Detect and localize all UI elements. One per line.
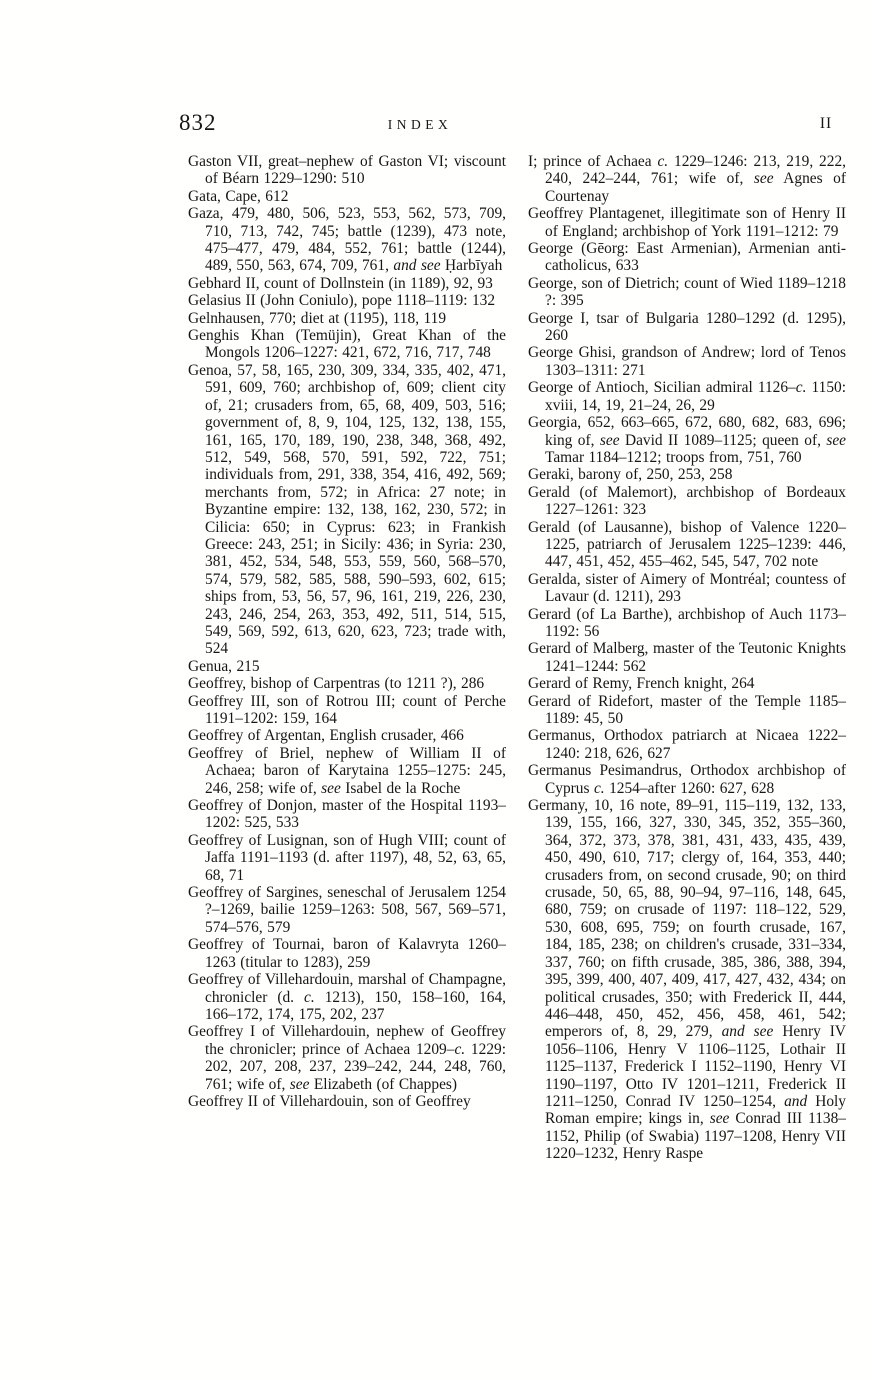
index-entry-italic-text: and see bbox=[393, 257, 441, 275]
index-entry-text: Geoffrey of Donjon, master of the Hospital 1193–1202: 525, 533 bbox=[188, 797, 506, 832]
index-entry-italic-text: see bbox=[599, 431, 620, 449]
index-entry bbox=[188, 362, 506, 658]
index-entry-text: 1254–after 1260: 627, 628 bbox=[604, 779, 775, 797]
index-entry-text: George I, tsar of Bulgaria 1280–1292 (d. 1295), 260 bbox=[528, 309, 846, 345]
index-entry-italic-text: see bbox=[289, 1075, 310, 1093]
index-entry-text: Conrad III 1138–1152, Philip (of Swabia) 1197–1208, Henry VII 1220–1232, Henry Raspe bbox=[545, 1110, 846, 1163]
index-entry-text: Gata, Cape, 612 bbox=[188, 187, 289, 205]
index-entry-text: Geoffrey I of Villehardouin, nephew of Geoffrey the chronicler; prince of Achaea 1209– bbox=[188, 1023, 506, 1058]
index-entry-text: Geoffrey, bishop of Carpentras (to 1211 ?), 286 bbox=[188, 675, 485, 693]
index-entry bbox=[528, 675, 846, 692]
index-entry bbox=[188, 292, 506, 309]
index-entry bbox=[528, 693, 846, 728]
index-entry-text: Tamar 1184–1212; troops from, 751, 760 bbox=[545, 448, 802, 466]
index-entry bbox=[528, 275, 846, 310]
index-entry bbox=[188, 153, 506, 188]
index-entry-text: Gaston VII, great–nephew of Gaston VI; viscount of Béarn 1229–1290: 510 bbox=[188, 153, 506, 188]
index-entry bbox=[528, 240, 846, 275]
index-entry bbox=[528, 466, 846, 483]
index-entry-italic-text: c. bbox=[795, 379, 807, 397]
index-entry bbox=[528, 153, 846, 205]
index-entry bbox=[188, 188, 506, 205]
index-entry-italic-text: see bbox=[709, 1110, 730, 1128]
index-entry bbox=[188, 205, 506, 275]
index-entry-text: Henry IV 1056–1106, Henry V 1106–1125, Lothair II 1125–1137, Frederick I 1152–1190, Henry VI 1190–1197, Otto IV 1201–1211, Frederick II 1211–1250, Conrad IV 1250–1254, bbox=[545, 1023, 847, 1110]
index-entry-text: Gerard of Ridefort, master of the Temple 1185–1189: 45, 50 bbox=[528, 692, 846, 727]
index-entry-text: George (Gēorg: East Armenian), Armenian anti-catholicus, 633 bbox=[528, 240, 846, 275]
index-entry-text: Gerard of Remy, French knight, 264 bbox=[528, 675, 755, 693]
index-entry bbox=[188, 675, 506, 692]
index-entry-text: Holy Roman empire; kings in, bbox=[545, 1092, 846, 1128]
index-entry bbox=[528, 571, 846, 606]
index-entry-text: 1213), 150, 158–160, 164, 166–172, 174, 175, 202, 237 bbox=[205, 988, 506, 1023]
index-entry-text: Gaza, 479, 480, 506, 523, 553, 562, 573, 709, 710, 713, 742, 745; battle (1239), 473 note, 475–477, 479, 484, 552, 761; battle (1244), 489, 550, 563, 674, 709, 761, bbox=[188, 205, 506, 275]
index-entry bbox=[188, 936, 506, 971]
index-entry bbox=[528, 519, 846, 571]
index-entry bbox=[188, 310, 506, 327]
index-entry bbox=[188, 832, 506, 884]
index-entry-text: Geralda, sister of Aimery of Montréal; countess of Lavaur (d. 1211), 293 bbox=[528, 570, 846, 606]
index-entry-italic-text: c. bbox=[593, 779, 605, 797]
index-entry bbox=[188, 693, 506, 728]
index-entry-text: Gerard (of La Barthe), archbishop of Auch 1173–1192: 56 bbox=[528, 605, 846, 640]
index-entry-text: Geoffrey of Villehardouin, marshal of Champagne, chronicler (d. bbox=[188, 971, 506, 1006]
index-entry-text: Elizabeth (of Chappes) bbox=[309, 1075, 458, 1093]
index-entry bbox=[188, 1093, 506, 1110]
index-entry-italic-text: and see bbox=[721, 1023, 774, 1041]
index-entry-text: Ḥarbīyah bbox=[440, 257, 503, 275]
index-entry-text: Germany, 10, 16 note, 89–91, 115–119, 132, 133, 139, 155, 166, 327, 330, 345, 352, 355–360, 364, 372, 373, 378, 381, 431, 433, 435, 439, 450, 490, 610, 717; clergy of, 164, 353, 440; crusaders from, on second crusade, 90; on third crusade, 50, 65, 88, 90–94, 97–116, 148, 645, 680, 759; on crusade of 1197: 118–122, 529, 530, 608, 695, 759; on fourth crusade, 167, 184, 185, 238; on children's crusade, 331–334, 337, 760; on fifth crusade, 385, 386, 388, 394, 395, 399, 400, 407, 409, 417, 427, 432, 434; on political crusades, 350; with Frederick II, 444, 446–448, 450, 452, 456, 458, 461, 542; emperors of, 8, 29, 279, bbox=[528, 797, 846, 1041]
index-entry-text: George, son of Dietrich; count of Wied 1189–1218 ?: 395 bbox=[528, 274, 846, 310]
index-entry-text: Geoffrey of Tournai, baron of Kalavryta 1260–1263 (titular to 1283), 259 bbox=[188, 936, 506, 971]
index-entry-text: George Ghisi, grandson of Andrew; lord of Tenos 1303–1311: 271 bbox=[528, 344, 846, 379]
page-title: INDEX bbox=[387, 117, 453, 132]
index-entry bbox=[528, 344, 846, 379]
index-entry-text: 1229: 202, 207, 208, 237, 239–242, 244, 248, 760, 761; wife of, bbox=[205, 1040, 506, 1093]
index-entry-text: Gelasius II (John Coniulo), pope 1118–1119: 132 bbox=[188, 292, 496, 310]
index-entry bbox=[188, 745, 506, 797]
index-entry-text: 1229–1246: 213, 219, 222, 240, 242–244, 761; wife of, bbox=[545, 153, 846, 188]
index-entry-text: Gerald (of Malemort), archbishop of Bordeaux 1227–1261: 323 bbox=[528, 483, 846, 519]
index-entry-text: Geoffrey of Lusignan, son of Hugh VIII; count of Jaffa 1191–1193 (d. after 1197), 48, 52, 63, 65, 68, 71 bbox=[188, 831, 506, 884]
index-entry bbox=[188, 797, 506, 832]
index-entry-italic-text: c. bbox=[454, 1040, 466, 1058]
index-entry bbox=[188, 971, 506, 1023]
index-entry bbox=[528, 727, 846, 762]
index-entry-italic-text: c. bbox=[304, 988, 315, 1006]
index-entry-italic-text: and bbox=[784, 1092, 808, 1110]
index-entry-text: Georgia, 652, 663–665, 672, 680, 682, 683, 696; king of, bbox=[528, 414, 846, 449]
index-entry-italic-text: see bbox=[321, 779, 341, 797]
index-entry bbox=[528, 484, 846, 519]
index-entry bbox=[188, 327, 506, 362]
index-entry bbox=[528, 797, 846, 1163]
index-entry-text: Agnes of Courtenay bbox=[545, 170, 846, 205]
index-entry-text: Germanus, Orthodox patriarch at Nicaea 1222–1240: 218, 626, 627 bbox=[528, 727, 846, 762]
index-entry-text: George of Antioch, Sicilian admiral 1126– bbox=[528, 379, 796, 397]
index-entry bbox=[188, 727, 506, 744]
index-entry-text: Genoa, 57, 58, 165, 230, 309, 334, 335, 402, 471, 591, 609, 760; archbishop of, 609; client city of, 21; crusaders from, 65, 68, 409, 503, 516; government of, 8, 9, 104, 125, 132, 138, 155, 161, 165, 170, 189, 190, 238, 348, 368, 492, 512, 549, 568, 570, 591, 592, 722, 751; individuals from, 291, 338, 354, 416, 492, 569; merchants from, 572; in Africa: 27 note; in Byzantine empire: 132, 138, 162, 230, 572; in Cilicia: 650; in Cyprus: 623; in Frankish Greece: 243, 251; in Sicily: 436; in Syria: 230, 381, 452, 534, 548, 553, 559, 560, 568–570, 574, 579, 582, 585, 588, 590–593, 602, 615; ships from, 53, 56, 57, 96, 161, 219, 226, 230, 243, 246, 254, 263, 353, 492, 511, 514, 515, 549, 569, 592, 613, 620, 623, 723; trade with, 524 bbox=[188, 361, 506, 658]
index-entry bbox=[188, 658, 506, 675]
index-entry bbox=[528, 310, 846, 345]
index-column-left bbox=[188, 153, 506, 1110]
index-entry-text: Genghis Khan (Temüjin), Great Khan of the Mongols 1206–1227: 421, 672, 716, 717, 748 bbox=[188, 327, 506, 362]
index-entry-text: Geoffrey Plantagenet, illegitimate son of Henry II of England; archbishop of York 1191–1212: 79 bbox=[528, 205, 846, 240]
index-entry-italic-text: see bbox=[753, 170, 774, 188]
volume-number: II bbox=[819, 115, 833, 132]
index-entry bbox=[528, 606, 846, 641]
index-entry-text: Isabel de la Roche bbox=[340, 779, 461, 797]
index-entry-text: Germanus Pesimandrus, Orthodox archbishop of Cyprus bbox=[528, 762, 846, 797]
index-entry bbox=[528, 640, 846, 675]
index-entry bbox=[528, 762, 846, 797]
index-entry-text: Geoffrey III, son of Rotrou III; count of Perche 1191–1202: 159, 164 bbox=[188, 692, 506, 727]
index-entry-text: Geoffrey of Briel, nephew of William II of Achaea; baron of Karytaina 1255–1275: 245, 246, 258; wife of, bbox=[188, 744, 506, 797]
index-entry bbox=[528, 414, 846, 466]
index-entry-italic-text: see bbox=[826, 431, 846, 449]
index-entry-italic-text: c. bbox=[657, 153, 669, 170]
index-column-right bbox=[528, 153, 846, 1163]
index-entry-text: Geraki, barony of, 250, 253, 258 bbox=[528, 466, 733, 484]
index-entry-text: 1150: xviii, 14, 19, 21–24, 26, 29 bbox=[545, 379, 847, 414]
index-entry-text: David II 1089–1125; queen of, bbox=[619, 431, 827, 449]
index-entry bbox=[188, 275, 506, 292]
index-entry-text: Gelnhausen, 770; diet at (1195), 118, 119 bbox=[188, 309, 447, 327]
index-entry-text: Genua, 215 bbox=[188, 657, 260, 675]
index-entry-text: Gebhard II, count of Dollnstein (in 1189), 92, 93 bbox=[188, 274, 493, 292]
page-number: 832 bbox=[179, 110, 217, 135]
index-entry bbox=[188, 884, 506, 936]
index-entry-text: Gerard of Malberg, master of the Teutonic Knights 1241–1244: 562 bbox=[528, 640, 846, 675]
index-entry-text: Geoffrey of Argentan, English crusader, 466 bbox=[188, 727, 464, 745]
index-entry-text: Geoffrey of Sargines, seneschal of Jerusalem 1254 ?–1269, bailie 1259–1263: 508, 567, 569–571, 574–576, 579 bbox=[188, 884, 506, 936]
index-entry bbox=[528, 379, 846, 414]
index-entry-text: I; prince of Achaea bbox=[528, 153, 658, 170]
index-entry-text: Geoffrey II of Villehardouin, son of Geoffrey bbox=[188, 1092, 471, 1110]
index-entry-text: Gerald (of Lausanne), bishop of Valence 1220–1225, patriarch of Jerusalem 1225–1239: 446, 447, 451, 452, 455–462, 545, 547, 702 note bbox=[528, 518, 846, 571]
index-entry bbox=[188, 1023, 506, 1093]
index-entry bbox=[528, 205, 846, 240]
